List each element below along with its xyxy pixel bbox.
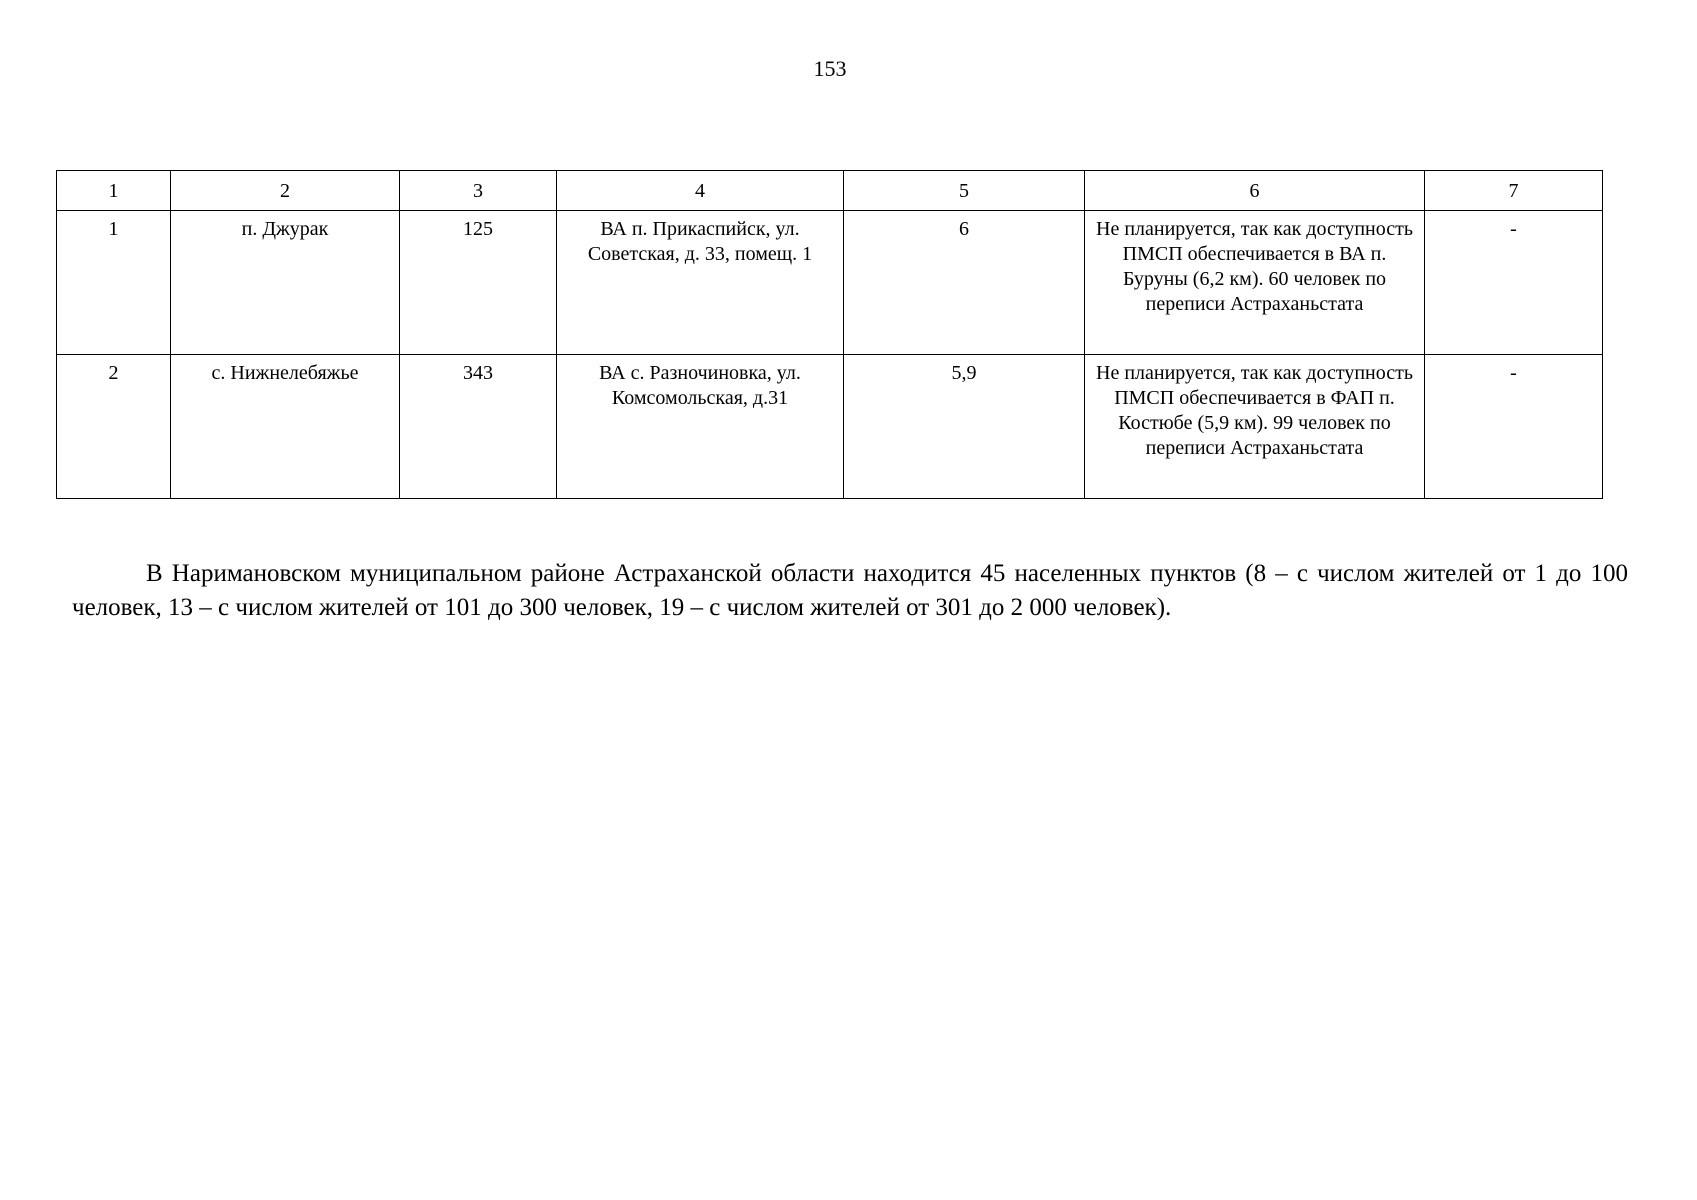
table-cell: ВА п. Прикаспийск, ул. Советская, д. 33, помещ. 1: [557, 211, 844, 355]
column-header: 3: [400, 171, 557, 211]
table-cell: 5,9: [844, 355, 1085, 499]
column-header: 1: [57, 171, 171, 211]
table-cell: 6: [844, 211, 1085, 355]
table-cell: п. Джурак: [171, 211, 400, 355]
table-cell: Не планируется, так как доступность ПМСП обеспечивается в ВА п. Буруны (6,2 км). 60 человек по переписи Астраханьстата: [1085, 211, 1425, 355]
column-header: 7: [1425, 171, 1603, 211]
table-header-row: [57, 171, 1603, 211]
body-paragraph: В Наримановском муниципальном районе Астраханской области находится 45 населенных пунктов (8 – с числом жителей от 1 до 100 человек, 13 – с числом жителей от 101 до 300 человек, 19 – с числом жителей от 301 до 2 000 человек).: [72, 560, 1628, 621]
table-row: [57, 211, 1603, 355]
table-cell: ВА с. Разночиновка, ул. Комсомольская, д.31: [557, 355, 844, 499]
data-table: [56, 170, 1603, 499]
table-cell: -: [1425, 211, 1603, 355]
column-header: 5: [844, 171, 1085, 211]
column-header: 6: [1085, 171, 1425, 211]
table-row: [57, 355, 1603, 499]
table-cell: 1: [57, 211, 171, 355]
table-cell: -: [1425, 355, 1603, 499]
column-header: 2: [171, 171, 400, 211]
table-cell: с. Нижнелебяжье: [171, 355, 400, 499]
table-cell: 343: [400, 355, 557, 499]
table-cell: 2: [57, 355, 171, 499]
table-cell: Не планируется, так как доступность ПМСП обеспечивается в ФАП п. Костюбе (5,9 км). 99 человек по переписи Астраханьстата: [1085, 355, 1425, 499]
page-number: 153: [813, 56, 847, 81]
column-header: 4: [557, 171, 844, 211]
table-cell: 125: [400, 211, 557, 355]
